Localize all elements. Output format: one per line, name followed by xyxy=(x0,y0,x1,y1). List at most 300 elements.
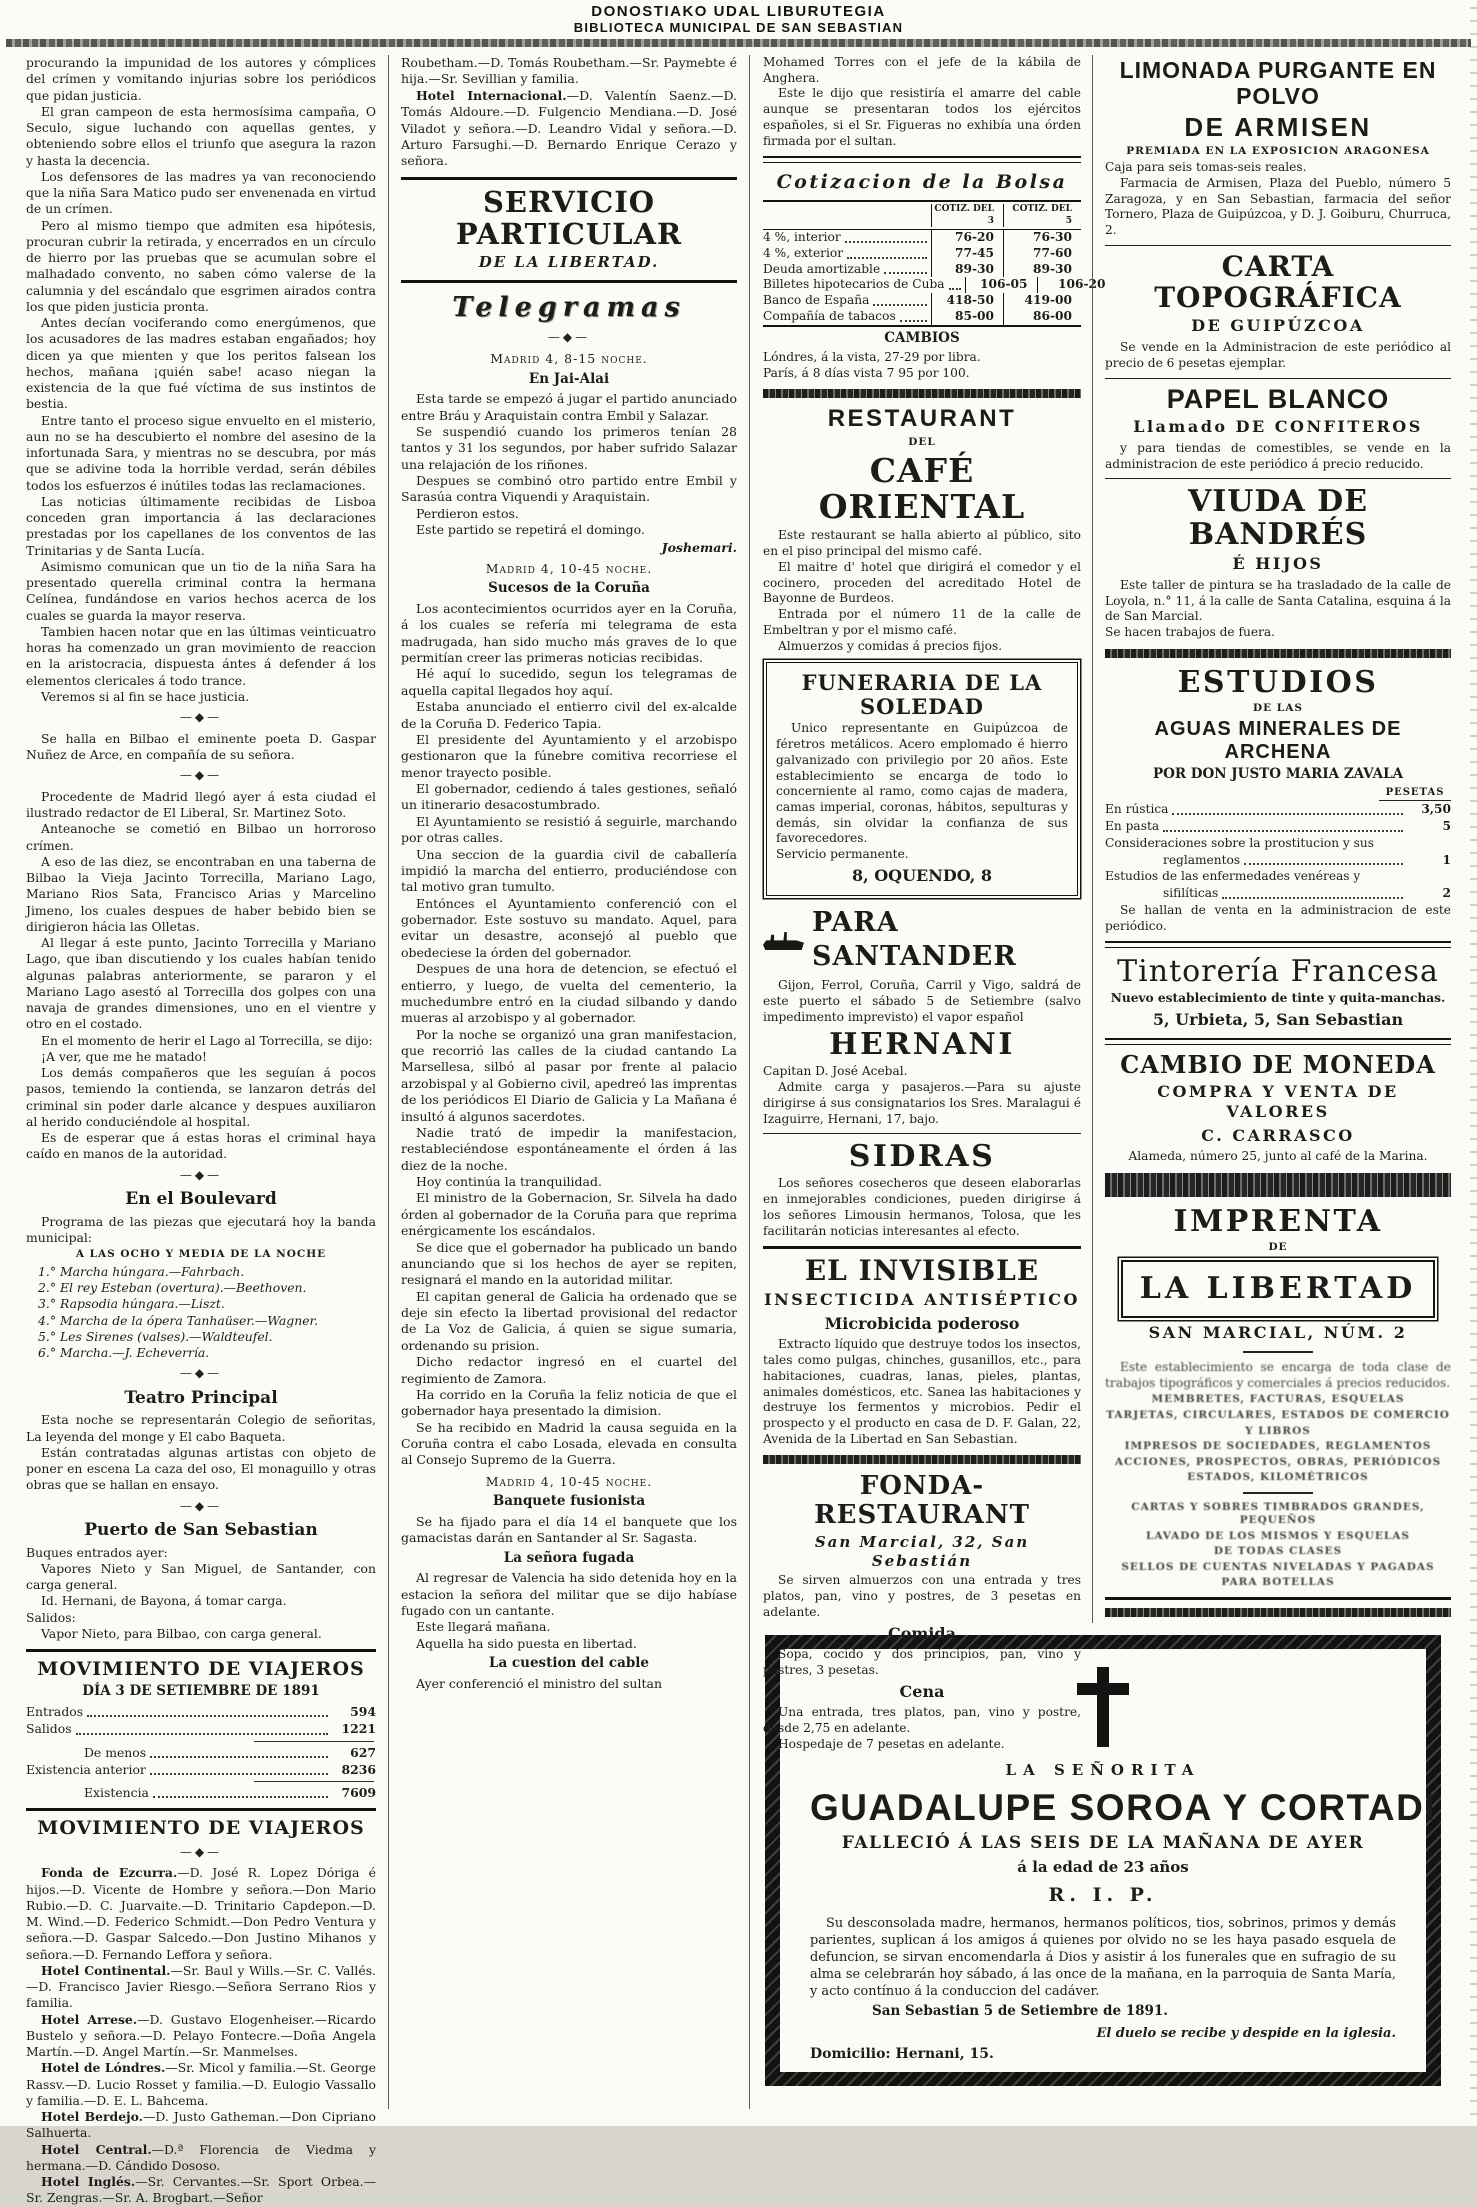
row-value: 627 xyxy=(350,1744,376,1760)
small-caps-line: DE LAS xyxy=(1253,701,1303,714)
display-heading: FUNERARIA DE LA SOLEDAD xyxy=(801,670,1043,719)
divider-rule xyxy=(1105,478,1451,479)
row-label: En rústica xyxy=(1105,802,1169,817)
dot-leader xyxy=(845,241,927,243)
centered-text: Alameda, número 25, junto al café de la Marina. xyxy=(1128,1149,1428,1164)
paragraph: Hotel Continental.—Sr. Baul y Wills.—Sr. C. Vallés.—D. Francisco Javier Riesgo.—Señora Serrano Rios y familia. xyxy=(26,1962,376,2011)
table-row xyxy=(763,246,1081,262)
label-text: Banco de España xyxy=(763,293,870,308)
divider-rule xyxy=(254,1781,374,1782)
row-value: 1221 xyxy=(341,1721,376,1737)
paragraph: Entrada por el número 11 de la calle de Embeltran y por el mismo café. xyxy=(763,607,1081,637)
display-heading: SIDRAS xyxy=(848,1139,996,1175)
paragraph: Se dice que el gobernador ha publicado un bando anunciando que si los hechos de ayer se repiten, resignará el mando en la autoridad militar. xyxy=(401,1239,737,1288)
dot-leader xyxy=(1244,863,1403,865)
section-heading: 5, Urbieta, 5, San Sebastian xyxy=(1152,1010,1404,1030)
paragraph: Hotel de Lóndres.—Sr. Micol y familia.—St. George Rassv.—D. Lucio Rosset y familia.—D. Eulogio Vassallo y familia.—D. E. L. Bahcema. xyxy=(26,2060,377,2108)
ledger-row xyxy=(1105,819,1451,835)
program-item: 3.° Rapsodia húngara.—Liszt. xyxy=(38,1296,225,1312)
section-heading: En el Boulevard xyxy=(125,1189,277,1210)
security-name xyxy=(763,230,931,246)
bold-lead: Hotel de Lóndres. xyxy=(41,2060,166,2076)
paragraph: Lóndres, á la vista, 27-29 por libra. xyxy=(763,349,981,364)
paragraph: Salidos: xyxy=(26,1609,76,1625)
row-label: sifilíticas xyxy=(1163,886,1219,901)
paragraph: Consideraciones sobre la prostitucion y sus xyxy=(1105,835,1375,850)
obituary-body: Su desconsolada madre, hermanos, hermanos políticos, tios, sobrinos, primos y demás parientes, suplican á los amigos á quienes por olvido no se les haya pasado esquela de defuncion, se sirvan encomendarla á Dios y asistir á los funerales que en sufragio de su alma se celebrarán hoy sábado, á las once de la mañana, en la parroquia de Santa María, y acto contínuo á la conduccion del cadáver. xyxy=(810,1916,1396,2000)
paragraph: Extracto líquido que destruye todos los insectos, tales como pulgas, chinches, gusanillos, etc., para habitaciones, cuadras, lanas, pieles, plantas, animales domésticos, etc. Sanea las habitaciones y destruye los fermentos y microbios. Pedir el prospecto y el producto en casa de D. F. Galan, 22, Avenida de la Libertad en San Sebastian. xyxy=(763,1337,1081,1446)
ornament-divider: —◆— xyxy=(179,1366,223,1381)
ledger-row xyxy=(26,1762,376,1778)
display-heading: CAMBIO DE MONEDA xyxy=(1120,1049,1436,1079)
small-caps-line: PARA BOTELLAS xyxy=(1221,1576,1335,1589)
paragraph: Caja para seis tomas-seis reales. xyxy=(1105,160,1307,175)
paragraph: París, á 8 días vista 7 95 por 100. xyxy=(763,365,970,380)
paragraph: Gijon, Ferrol, Coruña, Carril y Vigo, saldrá de este puerto el sábado 5 de Setiembre (salvo impedimento imprevisto) el vapor español xyxy=(763,978,1081,1024)
section-heading: 8, OQUENDO, 8 xyxy=(851,865,993,885)
section-heading: É HIJOS xyxy=(1232,554,1324,574)
row-value: 5 xyxy=(1442,819,1451,834)
section-heading: Cena xyxy=(899,1681,945,1701)
display-heading: MOVIMIENTO DE VIAJEROS xyxy=(37,1658,365,1681)
title-text: PARA SANTANDER xyxy=(811,906,1017,973)
quote-day5: 77-60 xyxy=(1003,246,1081,262)
cross-icon xyxy=(1077,1667,1129,1747)
paragraph: Id. Hernani, de Bayona, á tomar carga. xyxy=(41,1593,287,1609)
paragraph: Entónces el Ayuntamiento conferenció con el gobernador. Este sostuvo su mandato. Aquel, para evitar un desastre, aconsejó al pueblo que obedeciese la órden del gobernador. xyxy=(401,895,737,960)
display-heading: PAPEL BLANCO xyxy=(1166,383,1390,414)
funeraria-ad xyxy=(766,662,1078,895)
paragraph: Se hacen trabajos de fuera. xyxy=(1105,625,1276,640)
subheading: La señora fugada xyxy=(503,1549,635,1566)
paragraph: El gran campeon de esta hermosísima campaña, O Seculo, sigue luchando con aquellas gentes, y obteniendo sobre ellos el triunfo que asegura la razon y hasta la decencia. xyxy=(26,103,376,168)
dot-leader xyxy=(847,257,927,259)
ornament-divider: —◆— xyxy=(179,710,223,724)
column-4 xyxy=(1092,55,1451,1623)
paragraph: Procedente de Madrid llegó ayer á esta ciudad el ilustrado redactor de El Liberal, Sr. Martinez Soto. xyxy=(26,788,376,821)
dot-leader xyxy=(76,1733,328,1735)
quote-day3: 106-05 xyxy=(965,277,1037,293)
section-heading: Microbicida poderoso xyxy=(824,1313,1020,1333)
section-heading: Comida xyxy=(888,1623,956,1643)
ornament-divider: —◆— xyxy=(179,1844,223,1859)
display-heading: CARTA TOPOGRÁFICA xyxy=(1154,249,1402,314)
page-top-decorative-band xyxy=(6,39,1471,47)
obituary-notice xyxy=(765,1635,1441,2086)
obituary-honorific: LA SEÑORITA xyxy=(1005,1761,1201,1779)
paragraph: Aquella ha sido puesta en libertad. xyxy=(416,1635,637,1651)
ad-columns-row xyxy=(763,55,1463,1751)
dateline: Madrid 4, 10-45 noche. xyxy=(485,1473,653,1489)
obituary-name: GUADALUPE SOROA Y CORTADI xyxy=(810,1787,1437,1828)
paragraph: El maitre d' hotel que dirigirá el comedor y el cocinero, proceden del acreditado Hotel de Bayonne de Burdeos. xyxy=(763,559,1081,606)
cross-horizontal-bar xyxy=(1077,1683,1129,1695)
ledger-row xyxy=(1105,886,1451,902)
small-caps-line: TARJETAS, CIRCULARES, ESTADOS DE COMERCIO xyxy=(1106,1409,1450,1422)
paragraph: Antes decían vociferando como energúmenos, que los acusadores de las madres estaban engañados; hoy dicen ya que mienten y que los peritos falsean los hechos, mañana ¡quién sabe! acaso niegan la existencia de la que fué víctima de sus instintos de bestia. xyxy=(26,315,376,412)
paragraph: Este establecimiento se encarga de toda clase de trabajos tipográficos y comerciales á precios reducidos. xyxy=(1105,1360,1451,1390)
row-value: 8236 xyxy=(341,1761,376,1777)
paragraph: Programa de las piezas que ejecutará hoy la banda municipal: xyxy=(26,1213,376,1245)
small-caps-line: CARTAS Y SOBRES TIMBRADOS GRANDES, PEQUEÑOS xyxy=(1131,1500,1425,1527)
paragraph: Vapor Nieto, para Bilbao, con carga general. xyxy=(41,1625,322,1641)
divider-rule xyxy=(26,1808,376,1811)
program-item: 6.° Marcha.—J. Echeverría. xyxy=(38,1345,210,1361)
paragraph: Hotel Berdejo.—D. Justo Gatheman.—Don Cipriano Salhuerta. xyxy=(26,2109,376,2141)
subheading: POR DON JUSTO MARIA ZAVALA xyxy=(1152,766,1404,783)
paragraph: Se hallan de venta en la administracion de este periódico. xyxy=(1105,902,1451,933)
display-heading: FONDA-RESTAURANT xyxy=(814,1471,1030,1531)
ledger-row xyxy=(26,1785,376,1801)
display-heading: VIUDA DE BANDRÉS xyxy=(1187,484,1369,553)
paragraph: Despues de una hora de detencion, se efectuó el entierro, y luego, de vuelta del cementerio, la muchedumbre entró en la ciudad silbando y dando mueras al arzobispo y al gobernador. xyxy=(401,961,737,1026)
label-text: Compañía de tabacos xyxy=(763,308,896,323)
paragraph: Se suspendió cuando los primeros tenían 28 tantos y 31 los segundos, por haber sufrido Salazar una relajación de los riñones. xyxy=(401,423,737,472)
paragraph: Hotel Internacional.—D. Valentín Saenz.—D. Tomás Aldoure.—D. Fulgencio Mendiana.—D. José Viladot y señora.—D. Leandro Vidal y señora.—D. Arturo Farsughi.—D. Bernardo Enrique Cerazo y señora. xyxy=(401,87,737,169)
display-heading: AGUAS MINERALES DE ARCHENA xyxy=(1154,718,1402,763)
paragraph: Se sirven almuerzos con una entrada y tres platos, pan, vino y postres, de 3 pesetas en adelante. xyxy=(763,1573,1081,1619)
column-2 xyxy=(388,55,737,2109)
section-heading: SAN MARCIAL, NÚM. 2 xyxy=(1148,1323,1408,1343)
telegramas-title: Telegramas xyxy=(452,292,686,324)
table-row xyxy=(763,293,1081,309)
small-caps-line: A LAS OCHO Y MEDIA DE LA NOCHE xyxy=(75,1248,327,1261)
ledger-row xyxy=(26,1704,376,1720)
paragraph: Entre tanto el proceso sigue envuelto en el misterio, aun no se ha descubierto el nombre del asesino de la infortunada Sara, y mientras no se descubra, por más que se adivine toda la horrible verdad, serán débiles todos los esfuerzos é inútiles todas las reclamaciones. xyxy=(26,412,376,493)
stock-quotes-table xyxy=(763,200,1106,327)
section-heading: DE GUIPÚZCOA xyxy=(1191,316,1365,336)
small-caps-line: DE xyxy=(1268,1241,1288,1254)
divider-rule xyxy=(26,1649,376,1652)
paragraph: Este restaurant se halla abierto al público, sito en el piso principal del mismo café. xyxy=(763,528,1081,559)
paragraph: Capitan D. José Acebal. xyxy=(763,1064,908,1079)
column-3 xyxy=(763,55,1106,1751)
paragraph: Hotel Arrese.—D. Gustavo Elogenheiser.—Ricardo Bustelo y señora.—D. Pelayo Fontecre.—Doña Angela Martín.—D. Angel Martín.—Sr. Manmelses. xyxy=(26,2011,377,2060)
decorative-band xyxy=(1105,649,1451,658)
subheading: Banquete fusionista xyxy=(492,1493,646,1510)
divider-rule xyxy=(1105,1038,1451,1045)
dot-leader xyxy=(949,288,961,290)
divider-rule xyxy=(1243,1492,1313,1494)
italic-subtitle: DE LA LIBERTAD. xyxy=(478,253,660,272)
small-caps-line: Y LIBROS xyxy=(1245,1424,1311,1437)
paragraph: Los acontecimientos ocurridos ayer en la Coruña, á los cuales se refería mi telegrama de esta madrugada, han sido mucho más graves de lo que permitían creer las primeras noticias recibidas. xyxy=(401,600,737,666)
paragraph: El gobernador, cediendo á tales gestiones, señaló un itinerario desacostumbrado. xyxy=(401,781,737,813)
paragraph: Las noticias últimamente recibidas de Lisboa conceden gran importancia á las declaraciones prestadas por los capellanes de los conventos de las Trinitarias y de Santa Lucía. xyxy=(26,493,376,558)
display-heading: DE ARMISEN xyxy=(1184,111,1372,142)
paragraph: Ayer conferenció el ministro del sultan xyxy=(416,1675,662,1691)
row-label: Entrados xyxy=(26,1704,84,1720)
page-edge-noise xyxy=(1470,0,1477,2126)
row-value: 7609 xyxy=(341,1785,376,1801)
ledger-row xyxy=(1105,853,1451,869)
program-item: 4.° Marcha de la ópera Tanhaüser.—Wagner. xyxy=(38,1312,319,1328)
paragraph: y para tiendas de comestibles, se vende en la administracion de este periódico á precio reducido. xyxy=(1105,440,1451,471)
paragraph: Hospedaje de 7 pesetas en adelante. xyxy=(778,1736,1005,1751)
small-caps-line: MEMBRETES, FACTURAS, ESQUELAS xyxy=(1151,1393,1405,1406)
display-heading: IMPRENTA xyxy=(1173,1204,1383,1240)
small-caps-line: ESTADOS, KILOMÉTRICOS xyxy=(1187,1471,1369,1484)
table-row xyxy=(763,230,1081,246)
bold-lead: Hotel Berdejo. xyxy=(41,2109,143,2125)
paragraph: Tambien hacen notar que en las últimas veinticuatro horas ha comenzado un gran movimiento de reaccion en la aristocracia, dispuesta ántes á defender á los elementos clericales á todo trance. xyxy=(26,623,376,688)
paragraph: Por la noche se organizó una gran manifestacion, que recorrió las calles de la ciudad cantando La Marsellesa, silbó al pasar por frente al palacio arzobispal y al Gobierno civil, apedreó las imprentas de los periódicos El Diario de Galicia y La Mañana é insultó á algunos sacerdotes. xyxy=(401,1026,737,1124)
ledger-row xyxy=(1105,802,1451,818)
decorative-band xyxy=(1105,1173,1451,1197)
library-stamp xyxy=(0,0,1477,35)
label-text: 4 %, exterior xyxy=(763,245,844,260)
program-item: 5.° Les Sirenes (valses).—Waldteufel. xyxy=(38,1328,273,1344)
paragraph: En el momento de herir el Lago al Torrecilla, se dijo: xyxy=(41,1032,373,1048)
obituary-note: El duelo se recibe y despide en la iglesia. xyxy=(1096,2026,1396,2042)
paragraph: Despues se combinó otro partido entre Embil y Sarasúa contra Viquendi y Araquistain. xyxy=(401,473,737,505)
paragraph: Admite carga y pasajeros.—Para su ajuste dirigirse á sus consignatarios los Sres. Maralagui é Izaguirre, Hernani, 17, bajo. xyxy=(763,1080,1081,1126)
bold-lead: Hotel Internacional. xyxy=(416,87,567,103)
masthead-logo: LA LIBERTAD xyxy=(1121,1260,1435,1319)
paragraph: ¡A ver, que me he matado! xyxy=(41,1048,207,1064)
small-caps-line: LAVADO DE LOS MISMOS Y ESQUELAS xyxy=(1146,1529,1410,1542)
paragraph: El presidente del Ayuntamiento y el arzobispo gestionaron que la fúnebre comitiva recorriese el menor trayecto posible. xyxy=(401,731,737,780)
divider-rule xyxy=(1105,1597,1451,1600)
row-label: Existencia anterior xyxy=(26,1761,146,1777)
paragraph: Roubetham.—D. Tomás Roubetham.—Sr. Paymebte é hija.—Sr. Sevillian y familia. xyxy=(401,55,737,87)
program-item: 2.° El rey Esteban (overtura).—Beethoven. xyxy=(38,1280,307,1296)
paragraph: Se vende en la Administracion de este periódico al precio de 6 pesetas ejemplar. xyxy=(1105,340,1451,370)
bold-lead: Hotel Central. xyxy=(41,2141,152,2157)
label-text: Deuda amortizable xyxy=(763,261,881,276)
section-heading: Llamado DE CONFITEROS xyxy=(1133,417,1423,437)
paragraph: Se ha recibido en Madrid la causa seguida en la Coruña contra el cabo Losada, elevada en consulta al Consejo Supremo de la Guerra. xyxy=(401,1419,737,1468)
paragraph: Fonda de Ezcurra.—D. José R. Lopez Dóriga é hijos.—D. Vicente de Hombre y señora.—Don Mario Rubio.—D. C. Juarvaite.—D. Trinitario Capdepon.—D. M. Wind.—D. Federico Schmidt.—Don Pedro Ventura y señora.—D. Gaspar Salcedo.—Don Justino Mihanos y señora.—D. Fernando Leffora y señora. xyxy=(26,1865,376,1962)
right-section xyxy=(749,55,1463,2109)
dot-leader xyxy=(150,1756,328,1758)
obituary-dateline: San Sebastian 5 de Setiembre de 1891. xyxy=(872,2003,1169,2020)
decorative-band xyxy=(763,1455,1081,1464)
column-header-day5: COTIZ. DEL 5 xyxy=(1003,204,1081,227)
paragraph: Se halla en Bilbao el eminente poeta D. Gaspar Nuñez de Arce, en compañía de su señora. xyxy=(26,730,376,762)
security-name xyxy=(763,262,931,278)
section-heading: Teatro Principal xyxy=(124,1388,278,1409)
paragraph: Unico representante en Guipúzcoa de féretros metálicos. Acero emplomado é hierro galvanizado con privilegio por 20 años. Este establecimiento se encarga de todo lo concerniente al ramo, como cajas de madera, camas imperial, coronas, hábitos, sepulturas y demás, sin olvidar la confianza de sus favorecedores. xyxy=(776,721,1068,846)
security-name xyxy=(763,293,931,309)
paragraph: Farmacia de Armisen, Plaza del Pueblo, número 5 Zaragoza, y en San Sebastian, farmacia del señor Tornero, Plaza de Guipúzcoa, y D. J. Goiburu, Churruca, 2. xyxy=(1105,175,1451,238)
paragraph: Los demás compañeros que les seguían á pocos pasos, temiendo la contienda, se lanzaron detrás del criminal sin poder darle alcance y despues auxiliaron al herido conduciéndole al hospital. xyxy=(26,1065,376,1129)
column-header-day3: COTIZ. DEL 3 xyxy=(931,204,1003,227)
table-row xyxy=(763,277,1106,293)
row-label: reglamentos xyxy=(1163,852,1241,867)
subheading: DÍA 3 DE SETIEMBRE DE 1891 xyxy=(82,1683,320,1700)
paragraph: Los señores cosecheros que deseen elaborarlas en inmejorables condiciones, pueden dirigirse á los señores Limousin hermanos, Tolosa, que les facilitarán noticias interesantes al efecto. xyxy=(763,1176,1081,1238)
ledger-row xyxy=(26,1721,376,1737)
bold-lead: Hotel Continental. xyxy=(41,1962,171,1978)
table-row xyxy=(763,309,1081,325)
dateline: Madrid 4, 8-15 noche. xyxy=(490,351,648,367)
paragraph: Una entrada, tres platos, pan, vino y postre, desde 2,75 en adelante. xyxy=(763,1705,1081,1735)
ledger-row xyxy=(26,1745,376,1761)
paragraph: Se ha fijado para el día 14 el banquete que los gamacistas darán en Santander al Sr. Sagasta. xyxy=(401,1513,737,1546)
paragraph: Esta tarde se empezó á jugar el partido anunciado entre Bráu y Araquistain contra Embil y Salazar. xyxy=(401,391,737,423)
row-label: Existencia xyxy=(84,1785,149,1801)
para-santander-title xyxy=(763,906,1081,976)
small-caps-line: SELLOS DE CUENTAS NIVELADAS Y PAGADAS xyxy=(1121,1560,1435,1573)
divider-rule xyxy=(763,156,1081,163)
dot-leader xyxy=(900,320,927,322)
display-heading: LIMONADA PURGANTE EN POLVO xyxy=(1119,57,1437,109)
divider-rule xyxy=(254,1741,374,1742)
display-heading: CAFÉ ORIENTAL xyxy=(818,450,1026,527)
section-heading: COMPRA Y VENTA DE VALORES xyxy=(1157,1081,1399,1122)
display-heading: Tintorería Francesa xyxy=(1117,954,1439,990)
quote-day5: 106-20 xyxy=(1037,277,1115,293)
row-value: 594 xyxy=(350,1704,376,1720)
paragraph: procurando la impunidad de los autores y cómplices del crímen y vomitando injurias sobre los periódicos que pidan justicia. xyxy=(26,55,376,103)
divider-rule xyxy=(401,177,737,180)
paragraph: Vapores Nieto y San Miguel, de Santander, con carga general. xyxy=(26,1560,376,1593)
paragraph: Veremos si al fin se hace justicia. xyxy=(41,688,250,704)
paragraph: Es de esperar que á estas horas el criminal haya caído en manos de la autoridad. xyxy=(26,1130,376,1162)
quote-day5: 76-30 xyxy=(1003,230,1081,246)
obituary-age-line: á la edad de 23 años xyxy=(1017,1858,1189,1876)
paragraph: Una seccion de la guardia civil de caballería impidió la marcha del entierro, produciéndose con tal motivo gran tumulto. xyxy=(401,846,737,895)
paragraph: Nadie trató de impedir la manifestacion, restableciéndose espontáneamente el órden á las diez de la noche. xyxy=(401,1124,737,1173)
pesetas-column-label: PESETAS xyxy=(1379,787,1451,802)
display-heading: EL INVISIBLE xyxy=(804,1254,1040,1288)
paragraph: Mohamed Torres con el jefe de la kábila de Anghera. xyxy=(763,55,1081,85)
paragraph: Este partido se repetirá el domingo. xyxy=(416,522,645,538)
paragraph: Ha corrido en la Coruña la feliz noticia de que el gobernador haya presentado la dimision. xyxy=(401,1386,737,1419)
table-header-row xyxy=(763,202,1081,230)
paragraph: Sopa, cocido y dos principios, pan, vino y postres, 3 pesetas. xyxy=(763,1647,1081,1677)
quote-day3: 85-00 xyxy=(931,309,1003,325)
paragraph: Perdieron estos. xyxy=(416,505,519,521)
paragraph: Esta noche se representarán Colegio de señoritas, La leyenda del monge y El cabo Baqueta. xyxy=(26,1412,376,1444)
subheading: La cuestion del cable xyxy=(488,1655,650,1672)
table-row xyxy=(763,262,1081,278)
divider-rule xyxy=(1105,245,1451,246)
paragraph: Los defensores de las madres ya van reconociendo que la niña Sara Matico pudo ser envenenada en virtud de un crímen. xyxy=(26,168,376,217)
divider-rule xyxy=(763,1246,1081,1249)
subheading: CAMBIOS xyxy=(884,329,960,346)
quote-day3: 77-45 xyxy=(931,246,1003,262)
paragraph: Están contratadas algunas artistas con objeto de poner en escena La caza del oso, El monaguillo y otras obras que se hallan en ensayo. xyxy=(26,1444,376,1493)
paragraph: Hoy continúa la tranquilidad. xyxy=(416,1174,602,1190)
obituary-rip: R. I. P. xyxy=(1048,1884,1158,1906)
paragraph: Dicho redactor ingresó en el cuartel del regimiento de Zamora. xyxy=(401,1354,737,1386)
decorative-band xyxy=(763,389,1081,398)
quote-day5: 419-00 xyxy=(1003,293,1081,309)
small-caps-line: ACCIONES, PROSPECTOS, OBRAS, PERIÓDICOS xyxy=(1114,1455,1442,1468)
section-heading: Puerto de San Sebastian xyxy=(84,1520,318,1541)
dateline: Madrid 4, 10-45 noche. xyxy=(485,560,653,576)
display-heading: RESTAURANT xyxy=(827,405,1017,433)
row-value: 1 xyxy=(1442,852,1451,867)
bold-lead: Hotel Inglés. xyxy=(41,2174,136,2190)
paragraph: El ministro de la Gobernacion, Sr. Silvela ha dado órden al gobernador de la Coruña para que reprima enérgicamente los escándalos. xyxy=(401,1190,737,1239)
right-aligned-text: Joshemari. xyxy=(661,539,737,555)
bold-lead: Hotel Arrese. xyxy=(41,2011,138,2027)
bolsa-title: Cotizacion de la Bolsa xyxy=(776,171,1068,194)
subheading: En Jai-Alai xyxy=(528,370,610,387)
quote-day3: 89-30 xyxy=(931,262,1003,278)
quote-day3: 418-50 xyxy=(931,293,1003,309)
library-stamp-line2: BIBLIOTECA MUNICIPAL DE SAN SEBASTIAN xyxy=(573,20,904,35)
small-caps-line: PREMIADA EN LA EXPOSICION ARAGONESA xyxy=(1126,144,1430,157)
section-heading: C. CARRASCO xyxy=(1201,1125,1355,1145)
security-name xyxy=(763,246,931,262)
paragraph: Buques entrados ayer: xyxy=(26,1544,168,1560)
paragraph: Servicio permanente. xyxy=(776,847,909,862)
obituary-died-line: FALLECIÓ Á LAS SEIS DE LA MAÑANA DE AYER xyxy=(841,1833,1365,1853)
display-heading: ESTUDIOS xyxy=(1177,664,1379,700)
paragraph: Estudios de las enfermedades venéreas y xyxy=(1105,869,1361,884)
row-label: Salidos xyxy=(26,1721,72,1737)
dot-leader xyxy=(1163,830,1403,832)
divider-rule xyxy=(763,1133,1081,1134)
small-caps-line: IMPRESOS DE SOCIEDADES, REGLAMENTOS xyxy=(1124,1440,1432,1453)
display-heading: HERNANI xyxy=(829,1027,1015,1063)
row-value: 3,50 xyxy=(1421,802,1451,817)
dot-leader xyxy=(87,1715,328,1717)
subheading: Sucesos de la Coruña xyxy=(488,580,650,597)
paragraph: Este le dijo que resistiría el amarre del cable aunque se presentaran todos los ejércitos españoles, si el Sr. Figueras no exhibía una órden firmada por el sultan. xyxy=(763,86,1081,148)
library-stamp-line1: DONOSTIAKO UDAL LIBURUTEGIA xyxy=(591,3,886,20)
paragraph: Este llegará mañana. xyxy=(416,1619,551,1635)
paragraph: Hotel Inglés.—Sr. Cervantes.—Sr. Sport Orbea.—Sr. Zengras.—Sr. A. Brogbart.—Señor xyxy=(26,2174,376,2206)
quote-day5: 86-00 xyxy=(1003,309,1081,325)
paragraph: El capitan general de Galicia ha ordenado que se deje sin efecto la libertad provisional del redactor de La Voz de Galicia, á quien se sigue sumaria, ordenando su prision. xyxy=(401,1288,737,1353)
row-value: 2 xyxy=(1442,886,1451,901)
centered-text: Nuevo establecimiento de tinte y quita-manchas. xyxy=(1110,991,1446,1006)
paragraph: Almuerzos y comidas á precios fijos. xyxy=(778,638,1003,653)
row-label: En pasta xyxy=(1105,819,1160,834)
ornament-divider: —◆— xyxy=(547,330,591,345)
program-item: 1.° Marcha húngara.—Fahrbach. xyxy=(38,1263,245,1279)
ornament-divider: —◆— xyxy=(179,768,223,783)
ornament-divider: —◆— xyxy=(179,1167,223,1182)
decorative-band xyxy=(1105,1608,1451,1617)
paragraph: A eso de las diez, se encontraban en una taberna de Bilbao la Vieja Jacinto Torrecilla, Mariano Lago, Mariano Rios Sata, Francisco Arias y Marcelino Jimeno, los cuales despues de haber bebido bien se dirigieron hácia las Olletas. xyxy=(26,853,376,934)
label-text: Billetes hipotecarios de Cuba xyxy=(763,277,945,292)
divider-rule xyxy=(401,280,737,283)
security-name xyxy=(763,309,931,325)
cross-vertical-bar xyxy=(1097,1667,1109,1747)
dot-leader xyxy=(1172,813,1403,815)
dot-leader xyxy=(884,272,927,274)
paragraph: El Ayuntamiento se resistió á seguirle, marchando por otras calles. xyxy=(401,813,737,846)
paragraph: Estaba anunciado el entierro civil del ex-alcalde de la Coruña D. Federico Tapia. xyxy=(401,699,737,731)
bold-lead: Fonda de Ezcurra. xyxy=(41,1865,178,1881)
paragraph: Al regresar de Valencia ha sido detenida hoy en la estacion la señora del militar que se dijo habíase fugado con un cantante. xyxy=(401,1570,737,1619)
paragraph: Hotel Central.—D.ª Florencia de Viedma y hermana.—D. Cándido Dososo. xyxy=(26,2141,376,2173)
quote-day3: 76-20 xyxy=(931,230,1003,246)
italic-subtitle: San Marcial, 32, San Sebastián xyxy=(814,1532,1030,1570)
divider-rule xyxy=(1243,1351,1313,1353)
paragraph: Hé aquí lo sucedido, segun los telegramas de aquella capital llegados hoy aquí. xyxy=(401,666,737,698)
divider-rule xyxy=(1105,378,1451,379)
display-heading: MOVIMIENTO DE VIAJEROS xyxy=(37,1817,365,1840)
quote-day5: 89-30 xyxy=(1003,262,1081,278)
column-1 xyxy=(26,55,377,2206)
small-caps-line: DE TODAS CLASES xyxy=(1213,1545,1343,1558)
divider-rule xyxy=(1105,941,1451,948)
security-name xyxy=(763,277,965,293)
obituary-domicile: Domicilio: Hernani, 15. xyxy=(810,2046,994,2063)
dot-leader xyxy=(873,304,927,306)
paragraph: Anteanoche se cometió en Bilbao un horroroso crímen. xyxy=(26,821,376,853)
dot-leader xyxy=(1222,897,1403,899)
paragraph: Este taller de pintura se ha trasladado de la calle de Loyola, n.° 11, á la calle de Santa Catalina, esquina á la de San Marcial. xyxy=(1105,577,1451,624)
dot-leader xyxy=(150,1773,328,1775)
